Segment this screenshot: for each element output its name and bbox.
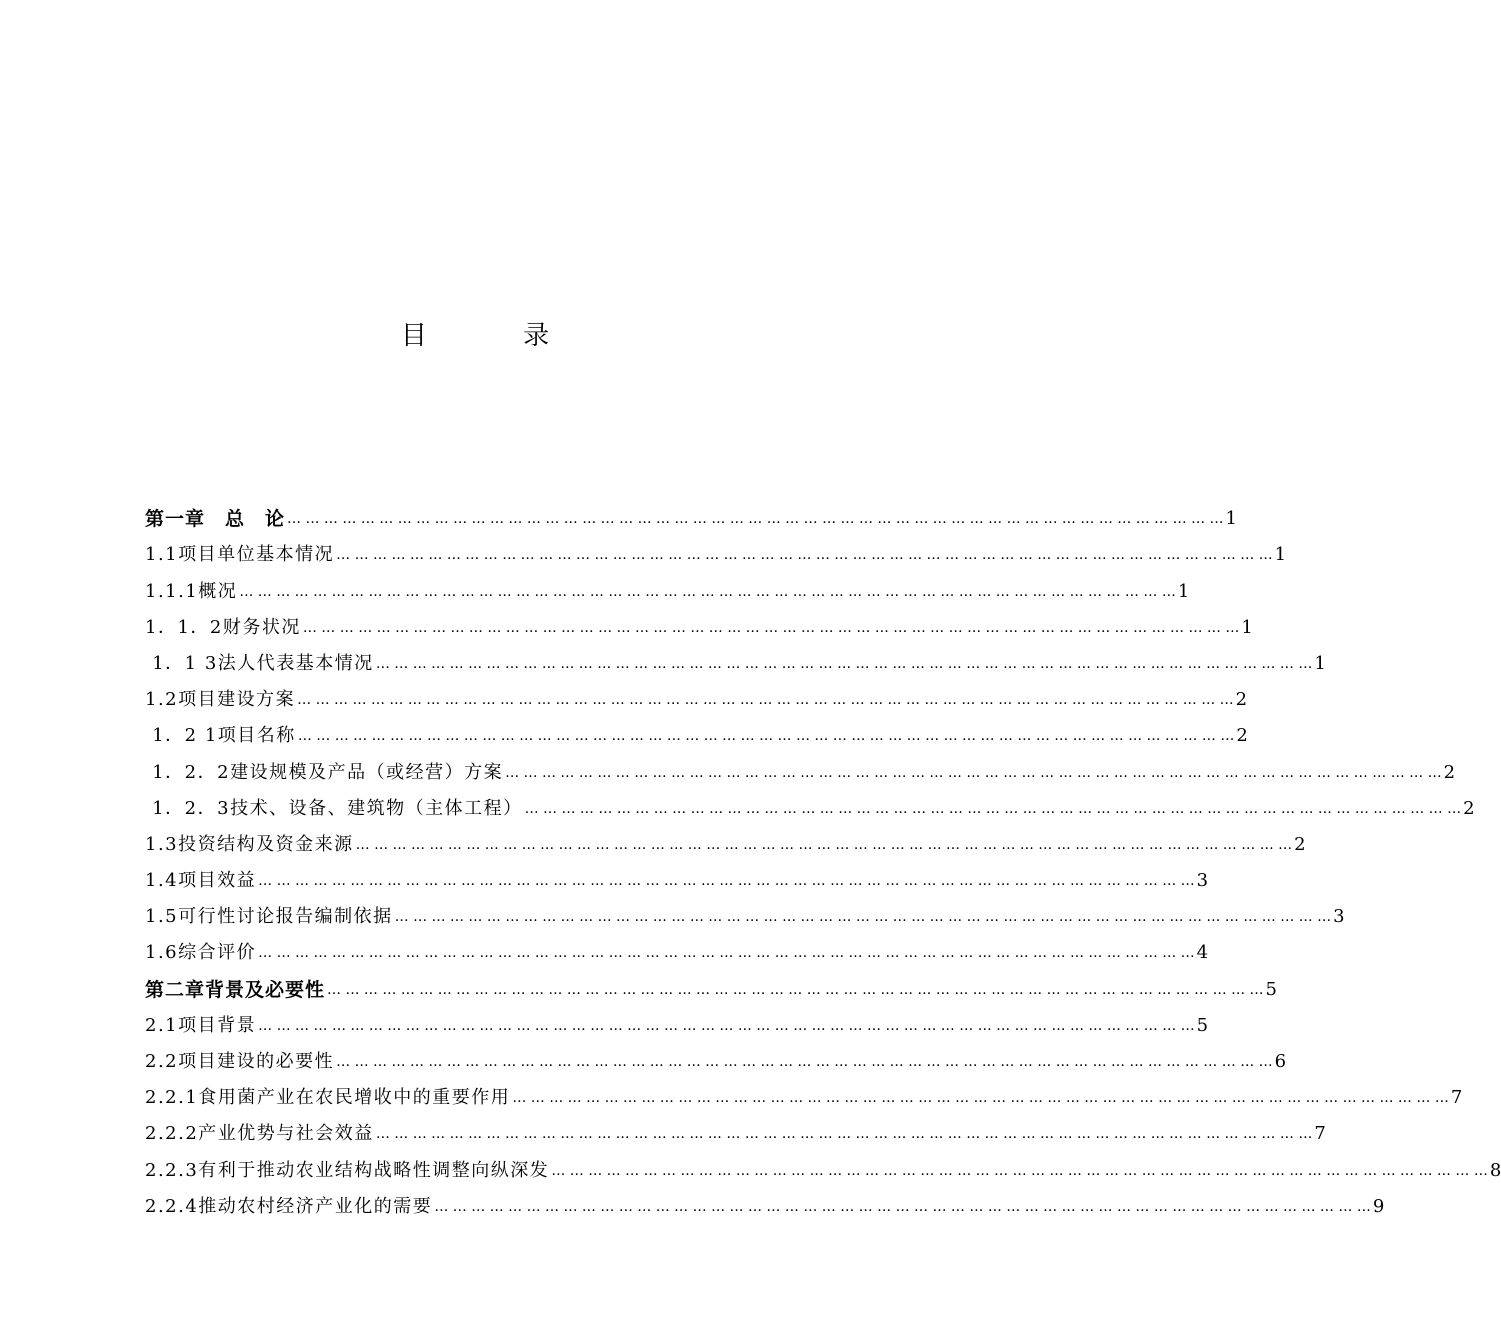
toc-entry-label: 1.1项目单位基本情况 bbox=[145, 544, 335, 566]
toc-entry bbox=[145, 713, 1248, 749]
toc-page-number: 1 bbox=[1225, 508, 1237, 530]
toc-page-number: 8 bbox=[1489, 1159, 1501, 1181]
toc-page-number: 1 bbox=[1314, 652, 1326, 674]
toc-entry bbox=[145, 930, 1209, 966]
toc-dot-leader: … … … … … … … … … … … … … … … … … … … … … … … … … … … … … … … … … … … … … … … … … … … … … … … … … … … bbox=[239, 583, 1176, 600]
toc-entry-label: 1.4项目效益 bbox=[145, 870, 257, 892]
table-of-contents bbox=[145, 496, 1501, 1220]
toc-dot-leader: … … … … … … … … … … … … … … … … … … … … … … … … … … … … … … … … … … … … … … … … … … … … … … … … … … … bbox=[355, 836, 1293, 853]
toc-entry-label: 1．2．3技术、设备、建筑物（主体工程） bbox=[145, 797, 523, 819]
toc-entry bbox=[145, 677, 1248, 713]
toc-page-number: 4 bbox=[1196, 942, 1209, 964]
toc-entry bbox=[145, 822, 1306, 858]
toc-entry-label: 1.2项目建设方案 bbox=[145, 689, 296, 711]
toc-dot-leader: … … … … … … … … … … … … … … … … … … … … … … … … … … … … … … … … … … … … … … … … … … … … … … … … … … … bbox=[375, 655, 1313, 672]
toc-entry bbox=[145, 858, 1209, 894]
toc-dot-leader: … … … … … … … … … … … … … … … … … … … … … … … … … … … … … … … … … … … … … … … … … … … … … … … … … … … bbox=[551, 1162, 1488, 1179]
toc-page-number: 5 bbox=[1196, 1014, 1209, 1036]
toc-entry-label: 第一章 总 论 bbox=[145, 508, 286, 531]
toc-dot-leader: … … … … … … … … … … … … … … … … … … … … … … … … … … … … … … … … … … … … … … … … … … … … … … … … … … … bbox=[287, 511, 1224, 528]
toc-page-number: 5 bbox=[1265, 978, 1277, 1000]
toc-page-number: 1 bbox=[1241, 616, 1253, 638]
toc-entry bbox=[145, 1039, 1287, 1075]
toc-entry-label: 2.2项目建设的必要性 bbox=[145, 1051, 335, 1072]
toc-page-number: 7 bbox=[1314, 1123, 1326, 1145]
toc-entry-label: 1．1 3法人代表基本情况 bbox=[145, 652, 374, 674]
toc-entry-label: 1．2．2建设规模及产品（或经营）方案 bbox=[145, 761, 504, 783]
toc-dot-leader: … … … … … … … … … … … … … … … … … … … … … … … … … … … … … … … … … … … … … … … … … … … … … … … … … … … bbox=[336, 547, 1273, 564]
toc-entry-label: 1.1.1概况 bbox=[145, 580, 238, 602]
toc-dot-leader: … … … … … … … … … … … … … … … … … … … … … … … … … … … … … … … … … … … … … … … … … … … … … … … … … … … bbox=[512, 1090, 1449, 1107]
toc-entry bbox=[145, 786, 1475, 822]
toc-dot-leader: … … … … … … … … … … … … … … … … … … … … … … … … … … … … … … … … … … … … … … … … … … … … … … … … … … … bbox=[505, 764, 1442, 781]
page-title: 目 录 bbox=[400, 321, 594, 351]
toc-entry-label: 2.2.3有利于推动农业结构战略性调整向纵深发 bbox=[145, 1159, 550, 1181]
toc-entry bbox=[145, 641, 1326, 677]
toc-entry bbox=[145, 568, 1190, 604]
toc-entry-label: 1.3投资结构及资金来源 bbox=[145, 833, 354, 855]
toc-page-number: 2 bbox=[1463, 797, 1475, 819]
toc-page-number: 3 bbox=[1333, 906, 1345, 928]
toc-entry bbox=[145, 894, 1345, 930]
toc-page-number: 9 bbox=[1372, 1195, 1385, 1217]
toc-page-number: 2 bbox=[1235, 689, 1248, 711]
toc-chapter-entry bbox=[145, 966, 1277, 1002]
toc-entry bbox=[145, 605, 1253, 641]
toc-entry-label: 2.2.1食用菌产业在农民增收中的重要作用 bbox=[145, 1087, 511, 1109]
toc-dot-leader: … … … … … … … … … … … … … … … … … … … … … … … … … … … … … … … … … … … … … … … … … … … … … … … … … … … bbox=[434, 1198, 1371, 1215]
toc-entry bbox=[145, 1111, 1326, 1147]
toc-dot-leader: … … … … … … … … … … … … … … … … … … … … … … … … … … … … … … … … … … … … … … … … … … … … … … … … … … … bbox=[375, 1126, 1313, 1143]
toc-entry-label: 1.5可行性讨论报告编制依据 bbox=[145, 906, 393, 928]
toc-page-number: 2 bbox=[1236, 725, 1248, 747]
toc-dot-leader: … … … … … … … … … … … … … … … … … … … … … … … … … … … … … … … … … … … … … … … … … … … … … … … … … … … bbox=[297, 692, 1234, 709]
toc-entry-label: 第二章背景及必要性 bbox=[145, 978, 326, 1001]
toc-entry bbox=[145, 1003, 1209, 1039]
toc-dot-leader: … … … … … … … … … … … … … … … … … … … … … … … … … … … … … … … … … … … … … … … … … … … … … … … … … … … bbox=[258, 1017, 1195, 1034]
toc-dot-leader: … … … … … … … … … … … … … … … … … … … … … … … … … … … … … … … … … … … … … … … … … … … … … … … … … … … bbox=[336, 1054, 1273, 1070]
toc-dot-leader: … … … … … … … … … … … … … … … … … … … … … … … … … … … … … … … … … … … … … … … … … … … … … … … … … … … bbox=[297, 728, 1235, 745]
toc-entry bbox=[145, 749, 1456, 785]
toc-page-number: 2 bbox=[1294, 833, 1306, 855]
toc-dot-leader: … … … … … … … … … … … … … … … … … … … … … … … … … … … … … … … … … … … … … … … … … … … … … … … … … … … bbox=[258, 873, 1195, 890]
toc-entry-label: 1.6综合评价 bbox=[145, 942, 257, 964]
toc-page-number: 1 bbox=[1177, 580, 1190, 602]
toc-entry-label: 1．2 1项目名称 bbox=[145, 725, 296, 747]
toc-dot-leader: … … … … … … … … … … … … … … … … … … … … … … … … … … … … … … … … … … … … … … … … … … … … … … … … … … … bbox=[258, 945, 1195, 962]
toc-page-number: 3 bbox=[1196, 870, 1209, 892]
toc-entry-label: 1．1．2财务状况 bbox=[145, 616, 301, 638]
toc-chapter-entry bbox=[145, 496, 1237, 532]
toc-entry-label: 2.2.2产业优势与社会效益 bbox=[145, 1123, 374, 1145]
toc-page-number: 1 bbox=[1274, 544, 1287, 566]
toc-entry bbox=[145, 1184, 1385, 1220]
toc-entry bbox=[145, 532, 1287, 568]
toc-page-number: 6 bbox=[1274, 1051, 1287, 1072]
toc-page-number: 7 bbox=[1450, 1087, 1463, 1109]
toc-dot-leader: … … … … … … … … … … … … … … … … … … … … … … … … … … … … … … … … … … … … … … … … … … … … … … … … … … … bbox=[394, 909, 1332, 926]
toc-page-number: 2 bbox=[1443, 761, 1456, 783]
toc-dot-leader: … … … … … … … … … … … … … … … … … … … … … … … … … … … … … … … … … … … … … … … … … … … … … … … … … … … bbox=[302, 619, 1240, 636]
toc-dot-leader: … … … … … … … … … … … … … … … … … … … … … … … … … … … … … … … … … … … … … … … … … … … … … … … … … … … bbox=[524, 800, 1462, 817]
toc-entry-label: 2.2.4推动农村经济产业化的需要 bbox=[145, 1195, 433, 1217]
toc-dot-leader: … … … … … … … … … … … … … … … … … … … … … … … … … … … … … … … … … … … … … … … … … … … … … … … … … … … bbox=[327, 981, 1264, 998]
toc-entry bbox=[145, 1147, 1501, 1183]
toc-entry bbox=[145, 1075, 1463, 1111]
toc-entry-label: 2.1项目背景 bbox=[145, 1014, 257, 1036]
